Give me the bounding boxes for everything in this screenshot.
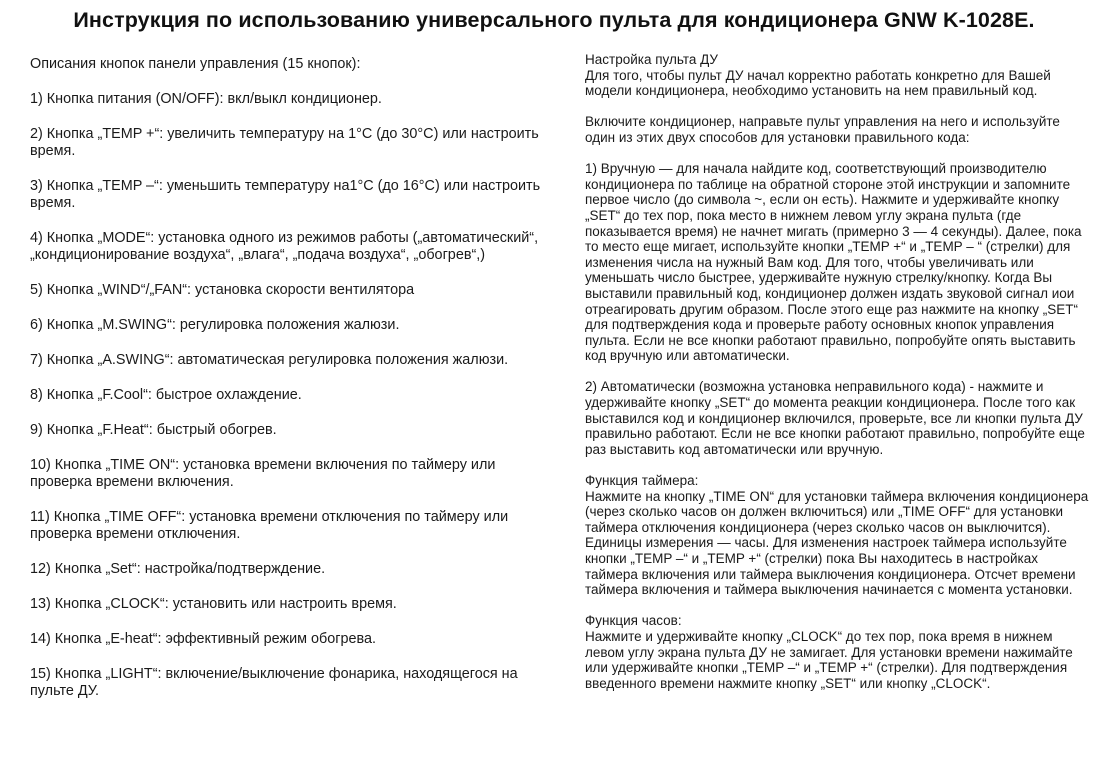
button-item-clock: 13) Кнопка „CLOCK“: установить или настроить время.	[30, 596, 397, 612]
clock-section	[585, 613, 1090, 691]
button-item-f-cool: 8) Кнопка „F.Cool“: быстрое охлаждение.	[30, 387, 302, 403]
page-title: Инструкция по использованию универсального пульта для кондиционера GNW K-1028E.	[73, 8, 1035, 32]
button-item-light: 15) Кнопка „LIGHT“: включение/выключение фонарика, находящегося на пульте ДУ.	[30, 666, 518, 699]
timer-text: Нажмите на кнопку „TIME ON“ для установки таймера включения кондиционера (через сколько часов он должен включиться) или „TIME OFF“ для установки таймера отключения кондиционера (через сколько часов он выключится). Единицы измерения — часы. Для изменения настроек таймера используйте кнопки „TEMP –“ и „TEMP +“ (стрелки) пока Вы находитесь в настройках таймера включения или таймера выключения кондиционера. Отсчет времени таймера включения и таймера выключения начинается с момента установки.	[585, 488, 1089, 598]
remote-setup-heading: Настройка пульта ДУ	[585, 52, 718, 67]
methods-intro: Включите кондиционер, направьте пульт управления на него и используйте один из этих двух способов для установки правильного кода:	[585, 114, 1060, 145]
button-item-wind-fan: 5) Кнопка „WIND“/„FAN“: установка скорости вентилятора	[30, 282, 415, 298]
manual-method-text: 1) Вручную — для начала найдите код, соответствующий производителю кондиционера по таблице на обратной стороне этой инструкции и запомните первое число (до символа ~, если он есть). Нажмите и удерживайте кнопку „SET“ до тех пор, пока место в нижнем левом углу экрана пульта (где показывается время) не начнет мигать (примерно 3 — 4 секунды). Далее, пока то место еще мигает, используйте кнопки „TEMP +“ и „TEMP – “ (стрелки) для изменения числа на нужный Вам код. Для того, чтобы увеличивать или уменьшать число быстрее, удерживайте нужную стрелку/кнопку. Когда Вы выставили правильный код, кондиционер должен издать звуковой сигнал иои отреагировать другим образом. После этого еще раз нажмите на кнопку „SET“ для подтверждения кода и проверьте работу основных кнопок управления пульта. Если не все кнопки работают правильно, попробуйте опять выставить код вручную или автоматически.	[585, 161, 1082, 364]
timer-heading: Функция таймера:	[585, 473, 699, 489]
clock-heading: Функция часов:	[585, 613, 682, 629]
remote-setup-section	[585, 52, 1090, 99]
button-item-mode: 4) Кнопка „MODE“: установка одного из режимов работы („автоматический“, „кондиционирование воздуха“, „влага“, „подача воздуха“, „обогрев“,)	[30, 230, 539, 263]
button-item-a-swing: 7) Кнопка „A.SWING“: автоматическая регулировка положения жалюзи.	[30, 352, 509, 368]
button-item-f-heat: 9) Кнопка „F.Heat“: быстрый обогрев.	[30, 422, 277, 438]
button-item-time-on: 10) Кнопка „TIME ON“: установка времени включения по таймеру или проверка времени включения.	[30, 457, 496, 490]
setup-instructions-column	[585, 52, 1090, 707]
timer-section	[585, 473, 1090, 598]
button-item-m-swing: 6) Кнопка „M.SWING“: регулировка положения жалюзи.	[30, 317, 400, 333]
buttons-intro: Описания кнопок панели управления (15 кнопок):	[30, 56, 361, 72]
remote-setup-text: Для того, чтобы пульт ДУ начал корректно работать конкретно для Вашей модели кондиционера, необходимо установить на нем правильный код.	[585, 67, 1051, 99]
button-item-set: 12) Кнопка „Set“: настройка/подтверждение.	[30, 561, 326, 577]
button-item-time-off: 11) Кнопка „TIME OFF“: установка времени отключения по таймеру или проверка времени отключения.	[30, 509, 509, 542]
button-item-e-heat: 14) Кнопка „E-heat“: эффективный режим обогрева.	[30, 631, 376, 647]
button-item-temp-plus: 2) Кнопка „TEMP +“: увеличить температуру на 1°C (до 30°C) или настроить время.	[30, 126, 539, 159]
clock-text: Нажмите и удерживайте кнопку „CLOCK“ до тех пор, пока время в нижнем левом углу экрана пульта ДУ не замигает. Для установки времени нажимайте или удерживайте кнопки „TEMP –“ и „TEMP +“ (стрелки). Для подтверждения введенного времени нажмите кнопку „SET“ или кнопку „CLOCK“.	[585, 628, 1073, 691]
button-descriptions-column	[30, 56, 550, 718]
auto-method-text: 2) Автоматически (возможна установка неправильного кода) - нажмите и удерживайте кнопку „SET“ до момента реакции кондиционера. После того как выставился код и кондиционер включился, проверьте, все ли кнопки пульта ДУ правильно работают. Если не все кнопки работают правильно, попробуйте еще раз выставить код автоматически или вручную.	[585, 379, 1085, 457]
button-item-temp-minus: 3) Кнопка „TEMP –“: уменьшить температуру на1°C (до 16°C) или настроить время.	[30, 178, 541, 211]
button-item-power: 1) Кнопка питания (ON/OFF): вкл/выкл кондиционер.	[30, 91, 382, 107]
